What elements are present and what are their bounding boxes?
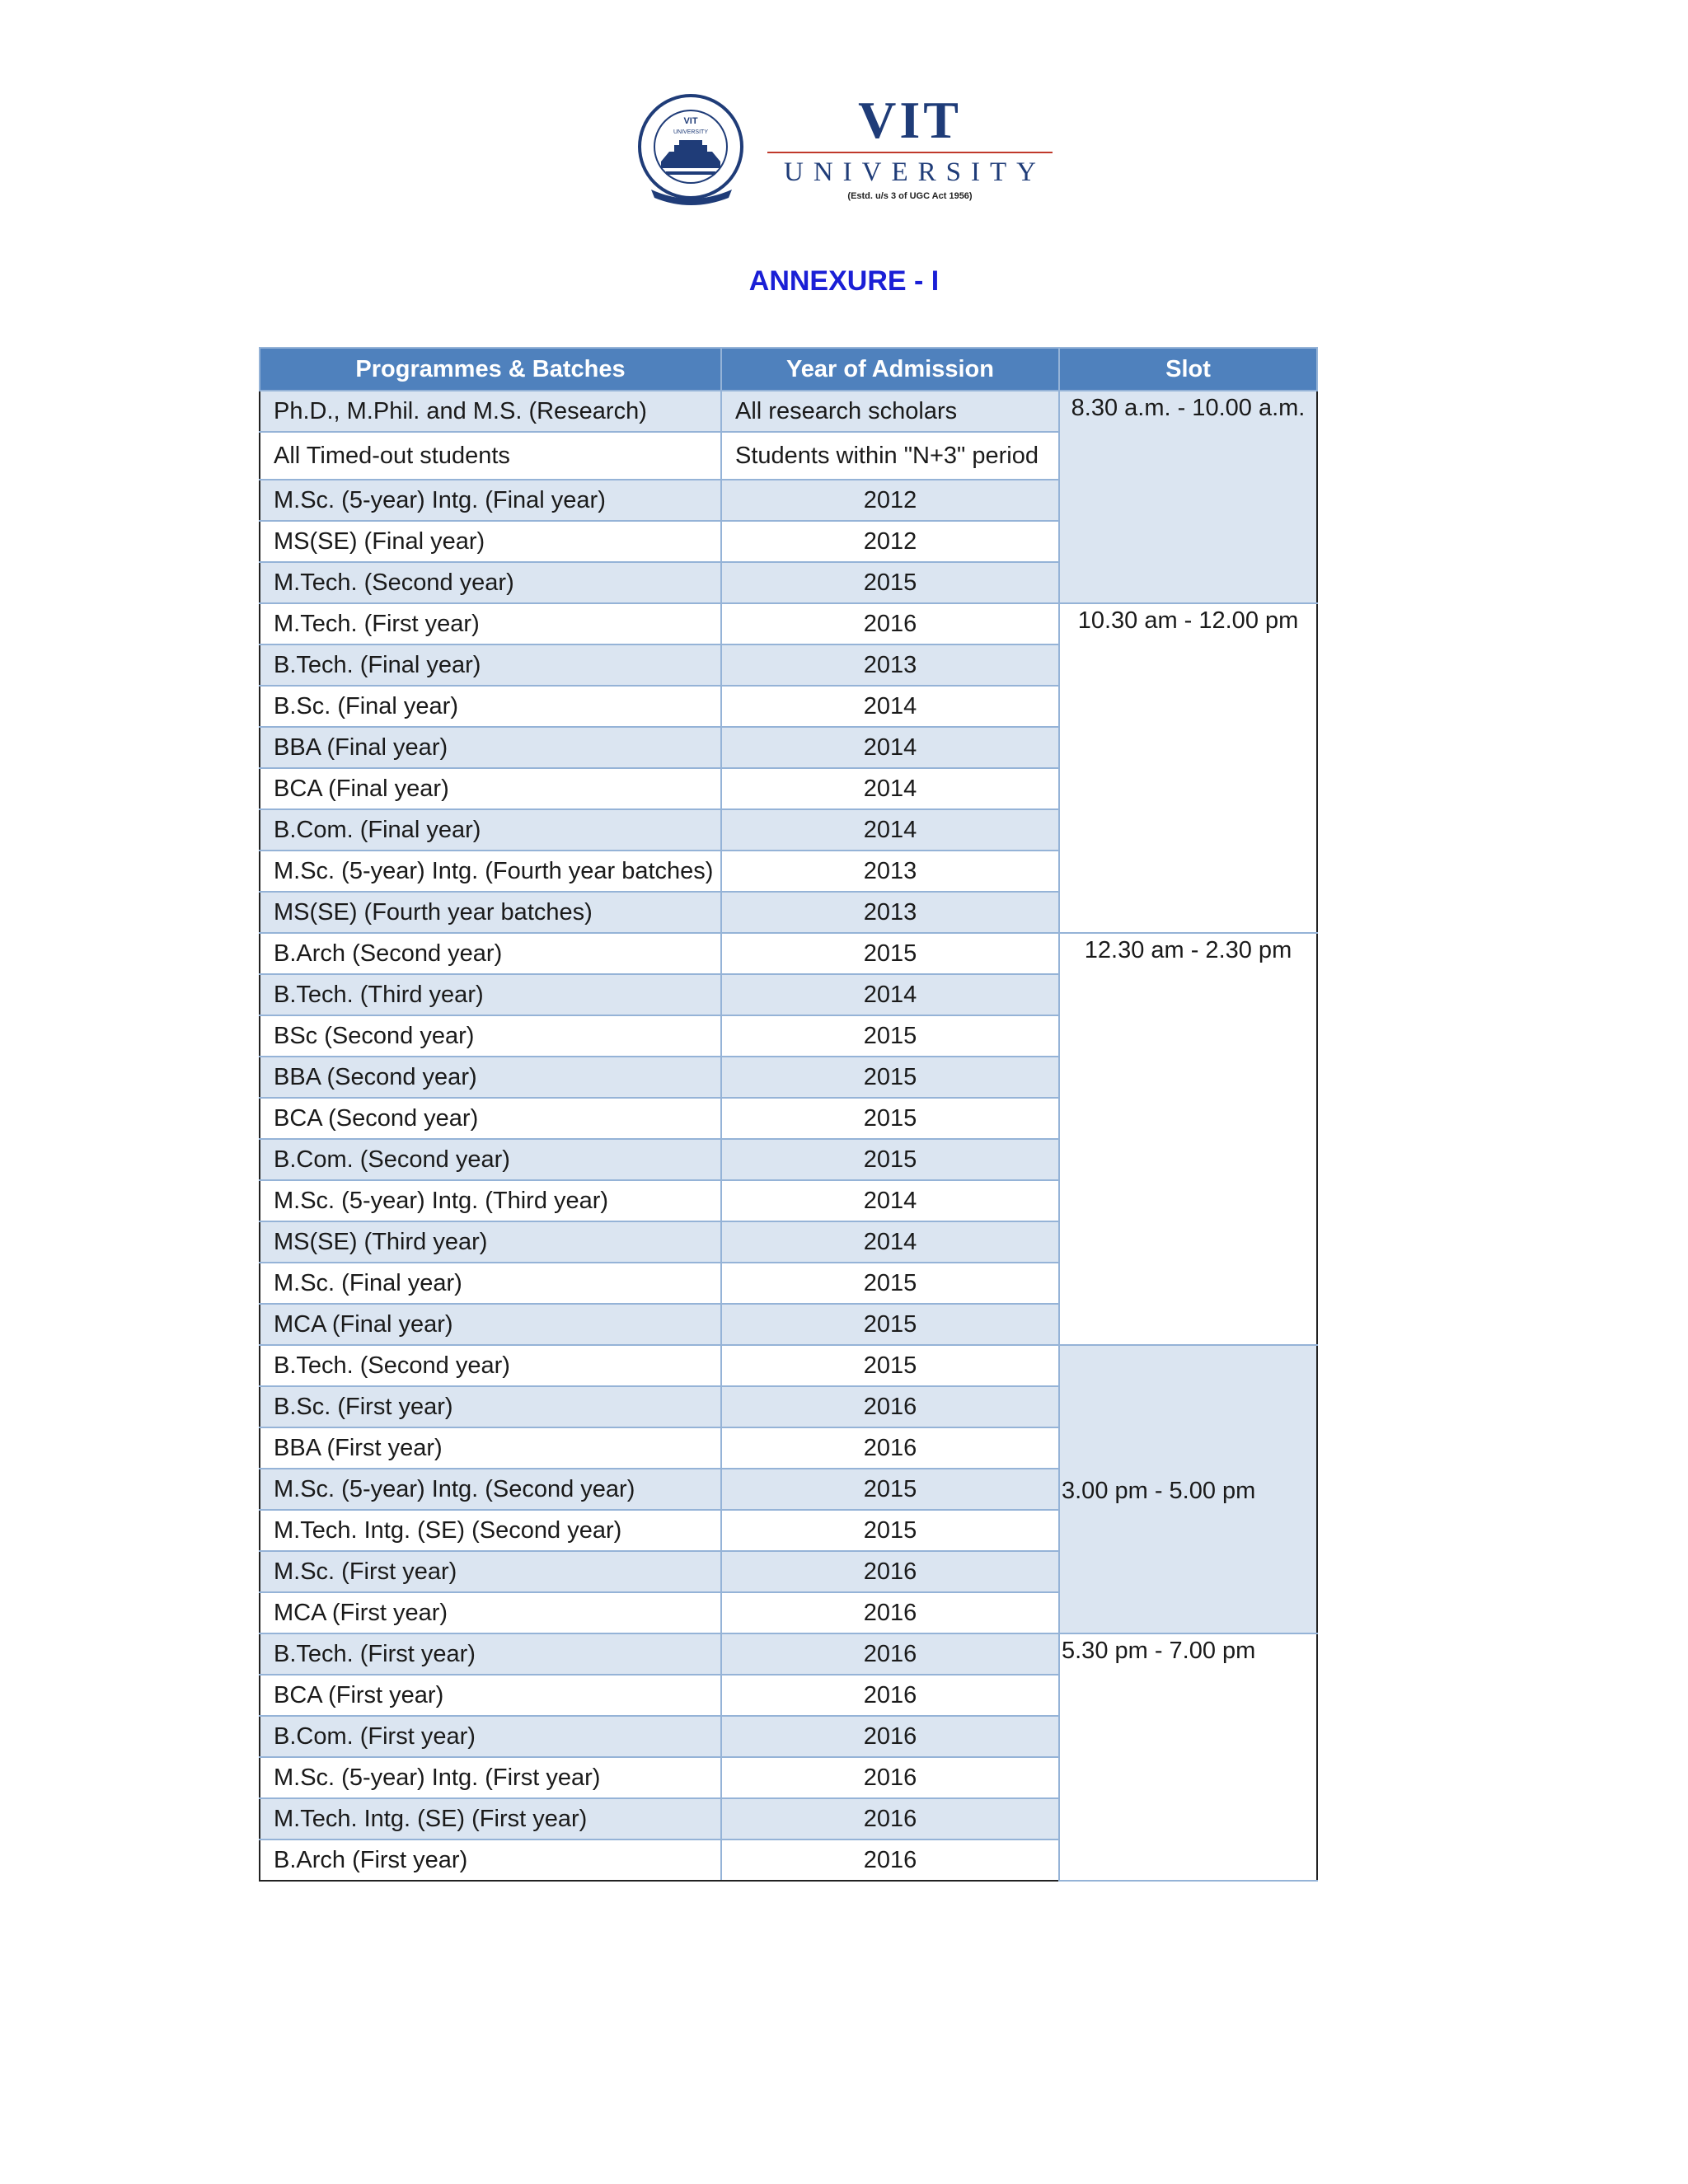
programme-cell: MCA (Final year) bbox=[260, 1304, 721, 1345]
year-cell: 2015 bbox=[721, 1304, 1059, 1345]
year-cell: 2015 bbox=[721, 562, 1059, 603]
programme-cell: B.Com. (Final year) bbox=[260, 809, 721, 851]
year-cell: 2016 bbox=[721, 603, 1059, 644]
year-cell: 2016 bbox=[721, 1757, 1059, 1798]
programme-cell: BBA (Second year) bbox=[260, 1057, 721, 1098]
programme-cell: B.Tech. (Second year) bbox=[260, 1345, 721, 1386]
table-row bbox=[260, 933, 1317, 974]
programme-cell: B.Arch (First year) bbox=[260, 1840, 721, 1881]
year-cell: 2012 bbox=[721, 480, 1059, 521]
year-cell: 2014 bbox=[721, 1221, 1059, 1263]
programme-cell: B.Sc. (First year) bbox=[260, 1386, 721, 1427]
programme-cell: MCA (First year) bbox=[260, 1592, 721, 1633]
year-cell: 2016 bbox=[721, 1840, 1059, 1881]
programme-cell: M.Sc. (5-year) Intg. (Second year) bbox=[260, 1469, 721, 1510]
programme-cell: MS(SE) (Final year) bbox=[260, 521, 721, 562]
programme-cell: BBA (Final year) bbox=[260, 727, 721, 768]
programme-cell: BCA (Final year) bbox=[260, 768, 721, 809]
year-cell: 2016 bbox=[721, 1386, 1059, 1427]
programme-cell: MS(SE) (Fourth year batches) bbox=[260, 892, 721, 933]
programme-cell: B.Tech. (Third year) bbox=[260, 974, 721, 1015]
slot-cell: 8.30 a.m. - 10.00 a.m. bbox=[1059, 391, 1317, 603]
column-header-slot: Slot bbox=[1059, 348, 1317, 391]
year-cell: 2013 bbox=[721, 892, 1059, 933]
year-cell: 2016 bbox=[721, 1592, 1059, 1633]
vit-wordmark bbox=[762, 92, 1058, 208]
year-cell: 2015 bbox=[721, 1345, 1059, 1386]
wordmark-vit: VIT bbox=[858, 91, 962, 149]
programme-cell: BCA (Second year) bbox=[260, 1098, 721, 1139]
year-cell: 2013 bbox=[721, 644, 1059, 686]
slot-cell: 10.30 am - 12.00 pm bbox=[1059, 603, 1317, 933]
year-cell: 2014 bbox=[721, 974, 1059, 1015]
year-cell: 2014 bbox=[721, 809, 1059, 851]
table-row bbox=[260, 1345, 1317, 1386]
year-cell: 2016 bbox=[721, 1716, 1059, 1757]
programme-cell: BCA (First year) bbox=[260, 1675, 721, 1716]
programme-cell: M.Sc. (5-year) Intg. (Third year) bbox=[260, 1180, 721, 1221]
year-cell: 2016 bbox=[721, 1633, 1059, 1675]
year-cell: 2012 bbox=[721, 521, 1059, 562]
programme-cell: B.Tech. (Final year) bbox=[260, 644, 721, 686]
programme-cell: M.Tech. Intg. (SE) (First year) bbox=[260, 1798, 721, 1840]
programme-cell: B.Sc. (Final year) bbox=[260, 686, 721, 727]
programme-cell: M.Sc. (5-year) Intg. (First year) bbox=[260, 1757, 721, 1798]
year-cell: 2013 bbox=[721, 851, 1059, 892]
year-cell: Students within "N+3" period bbox=[721, 432, 1059, 480]
svg-text:UNIVERSITY: UNIVERSITY bbox=[673, 129, 709, 135]
programme-cell: M.Sc. (5-year) Intg. (Fourth year batches) bbox=[260, 851, 721, 892]
table-row bbox=[260, 603, 1317, 644]
wordmark-estd: (Estd. u/s 3 of UGC Act 1956) bbox=[847, 191, 973, 201]
year-cell: 2014 bbox=[721, 1180, 1059, 1221]
year-cell: 2016 bbox=[721, 1427, 1059, 1469]
programme-cell: M.Sc. (First year) bbox=[260, 1551, 721, 1592]
table-header-row bbox=[260, 348, 1317, 391]
programme-cell: Ph.D., M.Phil. and M.S. (Research) bbox=[260, 391, 721, 432]
table-row bbox=[260, 1633, 1317, 1675]
programme-cell: All Timed-out students bbox=[260, 432, 721, 480]
programme-cell: BSc (Second year) bbox=[260, 1015, 721, 1057]
programme-cell: B.Com. (First year) bbox=[260, 1716, 721, 1757]
table-row bbox=[260, 391, 1317, 432]
year-cell: 2015 bbox=[721, 1139, 1059, 1180]
slot-cell: 3.00 pm - 5.00 pm bbox=[1059, 1345, 1317, 1633]
column-header-year: Year of Admission bbox=[721, 348, 1059, 391]
year-cell: 2015 bbox=[721, 1263, 1059, 1304]
year-cell: 2014 bbox=[721, 686, 1059, 727]
year-cell: 2015 bbox=[721, 1469, 1059, 1510]
year-cell: 2014 bbox=[721, 727, 1059, 768]
year-cell: 2016 bbox=[721, 1551, 1059, 1592]
programme-cell: M.Sc. (5-year) Intg. (Final year) bbox=[260, 480, 721, 521]
year-cell: 2016 bbox=[721, 1675, 1059, 1716]
year-cell: 2016 bbox=[721, 1798, 1059, 1840]
programme-cell: M.Tech. (First year) bbox=[260, 603, 721, 644]
year-cell: 2015 bbox=[721, 933, 1059, 974]
column-header-programme: Programmes & Batches bbox=[260, 348, 721, 391]
year-cell: 2015 bbox=[721, 1057, 1059, 1098]
vit-logo bbox=[636, 92, 1081, 216]
year-cell: 2015 bbox=[721, 1510, 1059, 1551]
vit-seal-icon bbox=[636, 92, 747, 209]
wordmark-university: UNIVERSITY bbox=[784, 157, 1046, 187]
programme-cell: B.Arch (Second year) bbox=[260, 933, 721, 974]
slot-cell: 5.30 pm - 7.00 pm bbox=[1059, 1633, 1317, 1881]
programme-cell: M.Tech. Intg. (SE) (Second year) bbox=[260, 1510, 721, 1551]
programme-cell: M.Tech. (Second year) bbox=[260, 562, 721, 603]
svg-text:VIT: VIT bbox=[683, 116, 698, 126]
slot-cell: 12.30 am - 2.30 pm bbox=[1059, 933, 1317, 1345]
programme-cell: B.Com. (Second year) bbox=[260, 1139, 721, 1180]
programme-cell: B.Tech. (First year) bbox=[260, 1633, 721, 1675]
year-cell: All research scholars bbox=[721, 391, 1059, 432]
year-cell: 2015 bbox=[721, 1098, 1059, 1139]
wordmark-rule bbox=[767, 152, 1053, 153]
page-title: ANNEXURE - I bbox=[748, 265, 940, 297]
programme-cell: MS(SE) (Third year) bbox=[260, 1221, 721, 1263]
slot-schedule-table bbox=[259, 347, 1318, 1882]
year-cell: 2015 bbox=[721, 1015, 1059, 1057]
year-cell: 2014 bbox=[721, 768, 1059, 809]
programme-cell: M.Sc. (Final year) bbox=[260, 1263, 721, 1304]
programme-cell: BBA (First year) bbox=[260, 1427, 721, 1469]
